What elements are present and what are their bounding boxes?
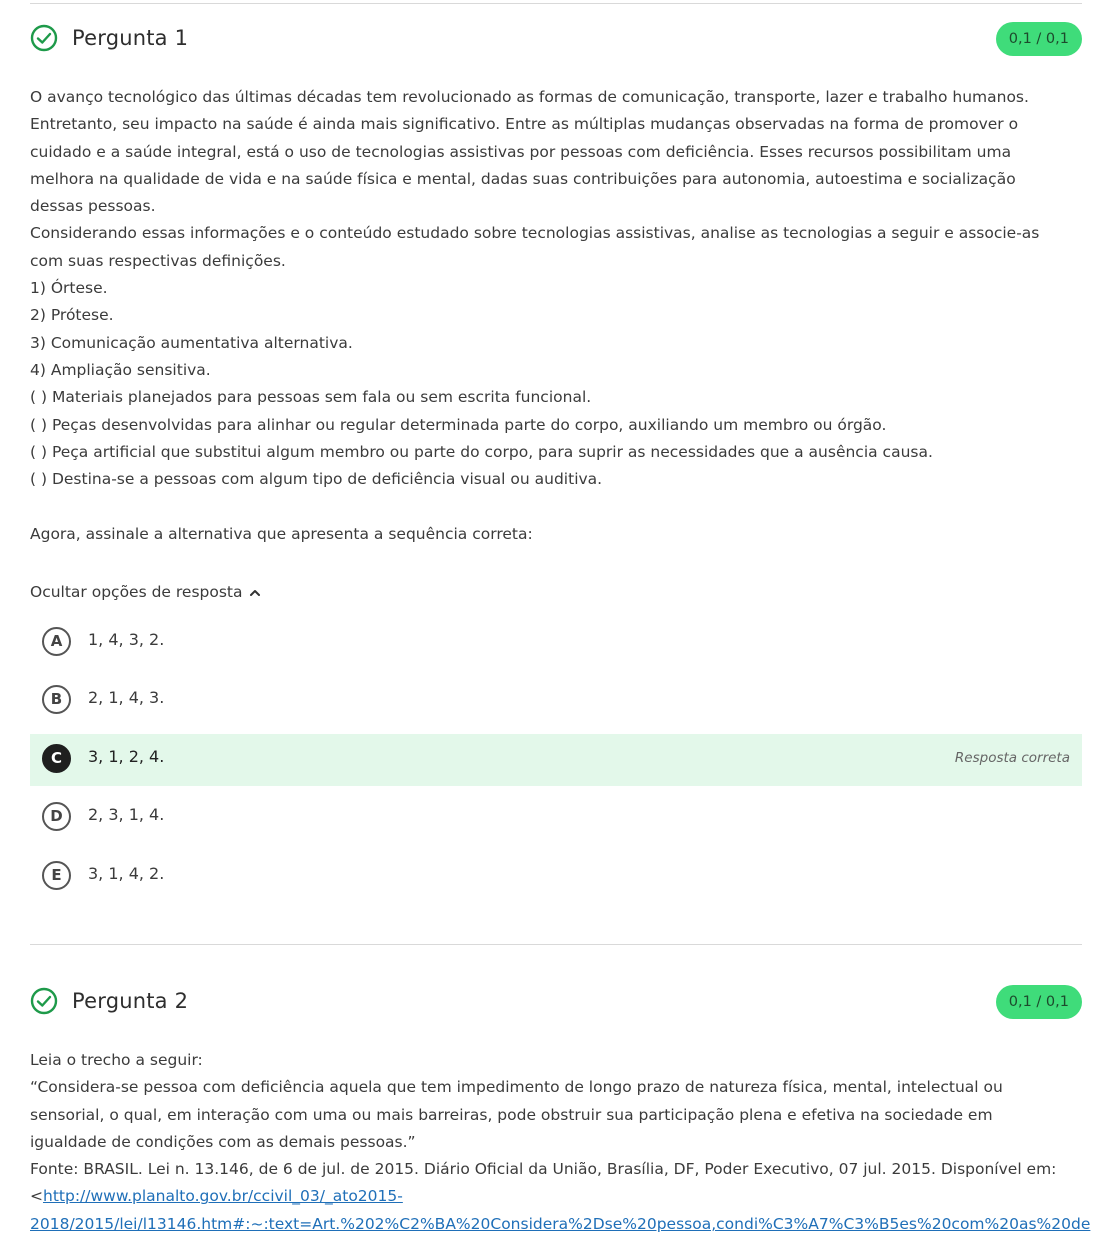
divider (30, 944, 1082, 945)
toggle-answer-options[interactable] (30, 580, 261, 604)
answer-option-b[interactable] (30, 675, 1082, 727)
option-text: 3, 1, 2, 4. (88, 747, 165, 766)
check-circle-icon (30, 987, 58, 1015)
answer-option-e[interactable] (30, 851, 1082, 903)
answer-option-d[interactable] (30, 792, 1082, 844)
statement-line: Agora, assinale a alternativa que apresenta a sequência correta: (30, 524, 533, 543)
chevron-up-icon (249, 588, 261, 598)
option-letter: B (42, 685, 71, 714)
statement-line: dessas pessoas. (30, 197, 156, 216)
statement-line: sensorial, o qual, em interação com uma ou mais barreiras, pode obstruir sua participação plena e efetiva na sociedade em (30, 1105, 993, 1124)
option-text: 3, 1, 4, 2. (88, 864, 165, 883)
statement-line: 4) Ampliação sensitiva. (30, 360, 211, 379)
statement-line: ( ) Destina-se a pessoas com algum tipo de deficiência visual ou auditiva. (30, 470, 603, 489)
question-2-header (30, 983, 1082, 1023)
question-1-statement (30, 84, 1090, 548)
option-letter: E (42, 861, 71, 890)
check-circle-icon (30, 24, 58, 52)
source-link[interactable]: http://www.planalto.gov.br/ccivil_03/_ato2015- (43, 1187, 403, 1206)
question-1-header (30, 20, 1082, 60)
statement-line: Fonte: BRASIL. Lei n. 13.146, de 6 de jul. de 2015. Diário Oficial da União, Brasília, DF, Poder Executivo, 07 jul. 2015. Disponível em: (30, 1160, 1057, 1179)
score-badge: 0,1 / 0,1 (996, 985, 1082, 1019)
statement-line: 1) Órtese. (30, 279, 108, 298)
statement-line: ( ) Peças desenvolvidas para alinhar ou regular determinada parte do corpo, auxiliando um membro ou órgão. (30, 415, 887, 434)
statement-line: Considerando essas informações e o conteúdo estudado sobre tecnologias assistivas, analise as tecnologias a seguir e associe-as (30, 224, 1040, 243)
option-text: 2, 1, 4, 3. (88, 688, 165, 707)
statement-line: 2) Prótese. (30, 306, 114, 325)
answer-option-a[interactable] (30, 617, 1082, 669)
statement-line: “Considera-se pessoa com deficiência aquela que tem impedimento de longo prazo de natureza física, mental, intelectual ou (30, 1078, 1003, 1097)
answer-option-c[interactable] (30, 734, 1082, 786)
option-letter: A (42, 627, 71, 656)
statement-line: ( ) Peça artificial que substitui algum membro ou parte do corpo, para suprir as necessidades que a ausência causa. (30, 442, 933, 461)
statement-line: O avanço tecnológico das últimas décadas tem revolucionado as formas de comunicação, transporte, lazer e trabalho humanos. (30, 88, 1029, 106)
link-prefix: < (30, 1187, 43, 1206)
statement-line: ( ) Materiais planejados para pessoas sem fala ou sem escrita funcional. (30, 388, 592, 407)
question-title: Pergunta 1 (72, 26, 189, 50)
option-letter: C (42, 744, 71, 773)
statement-line: Entretanto, seu impacto na saúde é ainda mais significativo. Entre as múltiplas mudanças observadas na forma de promover o (30, 115, 1019, 134)
statement-line: cuidado e a saúde integral, está o uso de tecnologias assistivas por pessoas com deficiência. Esses recursos possibilitam uma (30, 142, 1012, 161)
toggle-label: Ocultar opções de resposta (30, 583, 243, 601)
source-link-line (30, 1211, 1090, 1238)
source-link-continued[interactable]: 2018/2015/lei/l13146.htm#:~:text=Art.%202%C2%BA%20Considera%2Dse%20pessoa,condi%C3%A7%C3%B5es%20com%20as%20de (30, 1214, 1091, 1233)
statement-line (30, 493, 1090, 520)
correct-answer-label: Resposta correta (954, 750, 1070, 766)
statement-line: melhora na qualidade de vida e na saúde física e mental, dadas suas contribuições para autonomia, autoestima e socialização (30, 169, 1016, 188)
source-link-line (30, 1183, 1090, 1210)
score-badge: 0,1 / 0,1 (996, 22, 1082, 56)
option-text: 2, 3, 1, 4. (88, 805, 165, 824)
statement-line: com suas respectivas definições. (30, 251, 286, 270)
statement-line: igualdade de condições com as demais pessoas.” (30, 1132, 416, 1151)
option-letter: D (42, 802, 71, 831)
statement-line: Leia o trecho a seguir: (30, 1051, 203, 1069)
statement-line: 3) Comunicação aumentativa alternativa. (30, 333, 353, 352)
question-title: Pergunta 2 (72, 989, 189, 1013)
divider (30, 3, 1082, 4)
question-2-statement (30, 1047, 1090, 1238)
option-text: 1, 4, 3, 2. (88, 630, 165, 649)
